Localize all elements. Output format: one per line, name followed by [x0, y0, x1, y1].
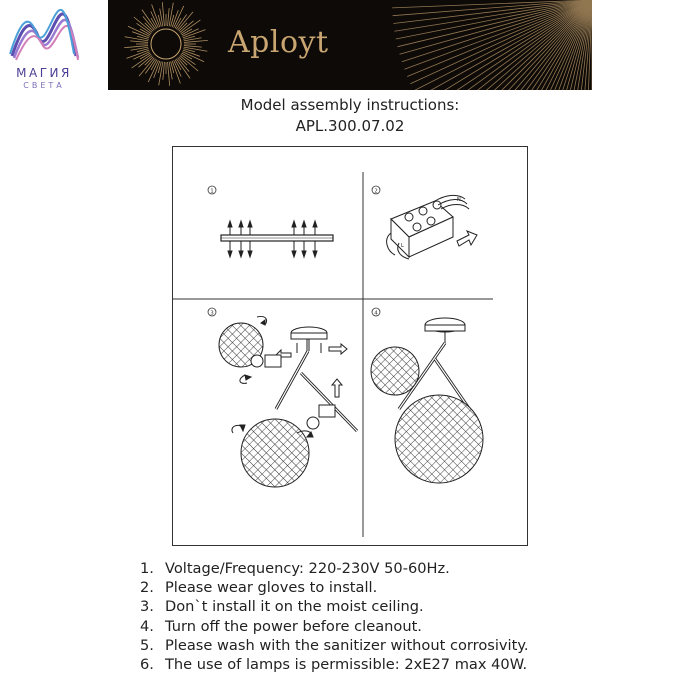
banner-ray: [394, 0, 592, 31]
step-2: [372, 186, 380, 195]
banner-ray: [143, 16, 155, 30]
banner-ray: [393, 0, 592, 16]
wave-logo-icon: [8, 6, 80, 64]
instruction-item: 5. Please wash with the sanitizer without corrosivity.: [140, 636, 529, 654]
exploded-assembly-illustration: [219, 316, 357, 487]
banner-ray: [180, 21, 194, 33]
banner-ray: [124, 46, 148, 48]
instruction-item: 3. Don`t install it on the moist ceiling.: [140, 598, 424, 616]
banner-ray: [130, 41, 148, 43]
sunburst-decoration: [108, 0, 592, 90]
brand-banner: [108, 0, 592, 90]
banner-ray: [162, 2, 164, 26]
banner-ray: [184, 47, 208, 51]
assembled-lamp-illustration: [371, 318, 483, 483]
instruction-item: 2. Please wear gloves to install.: [140, 579, 378, 597]
banner-ray: [168, 8, 170, 26]
step-3: [208, 308, 216, 317]
logo-text-sub: СВЕТА: [23, 81, 65, 90]
banner-ray: [169, 3, 173, 27]
step-1-number: 1: [210, 188, 214, 195]
banner-ray: [184, 40, 208, 42]
banner-ray: [181, 54, 196, 64]
logo-text-main: МАГИЯ: [16, 66, 72, 80]
banner-ray: [125, 37, 149, 41]
banner-ray: [178, 58, 190, 72]
step-4-number: 4: [374, 310, 378, 317]
banner-ray: [462, 0, 592, 90]
step-3-number: 3: [210, 310, 214, 317]
banner-ray: [168, 62, 170, 86]
brand-logo: [4, 6, 84, 96]
instruction-item: 4. Turn off the power before cleanout.: [140, 617, 422, 635]
banner-ray: [145, 59, 155, 74]
step-2-number: 2: [374, 188, 378, 195]
terminal-label-l: L: [401, 243, 404, 249]
brand-name: Aployt: [228, 25, 329, 60]
banner-ray: [404, 0, 592, 69]
instruction-item: 1. Voltage/Frequency: 220-230V 50-60Hz.: [140, 560, 450, 577]
terminal-label-n: N: [457, 197, 461, 203]
ceiling-plate-illustration: [221, 221, 333, 257]
instruction-item: 6. The use of lamps is permissible: 2xE27 max 40W.: [140, 656, 528, 674]
assembly-drawing: [173, 147, 529, 547]
instructions-list: [140, 559, 680, 674]
banner-ray: [138, 56, 152, 68]
banner-ray: [184, 46, 202, 48]
banner-ray: [163, 62, 165, 80]
terminal-block-illustration: [387, 195, 477, 259]
assembly-diagram: [172, 146, 528, 546]
page-title: Model assembly instructions:: [240, 96, 460, 114]
step-4: [372, 308, 380, 317]
banner-ray: [176, 15, 186, 30]
banner-ray: [159, 62, 163, 86]
model-number: APL.300.07.02: [295, 117, 405, 135]
banner-ray: [137, 23, 152, 33]
step-1: [208, 186, 216, 195]
